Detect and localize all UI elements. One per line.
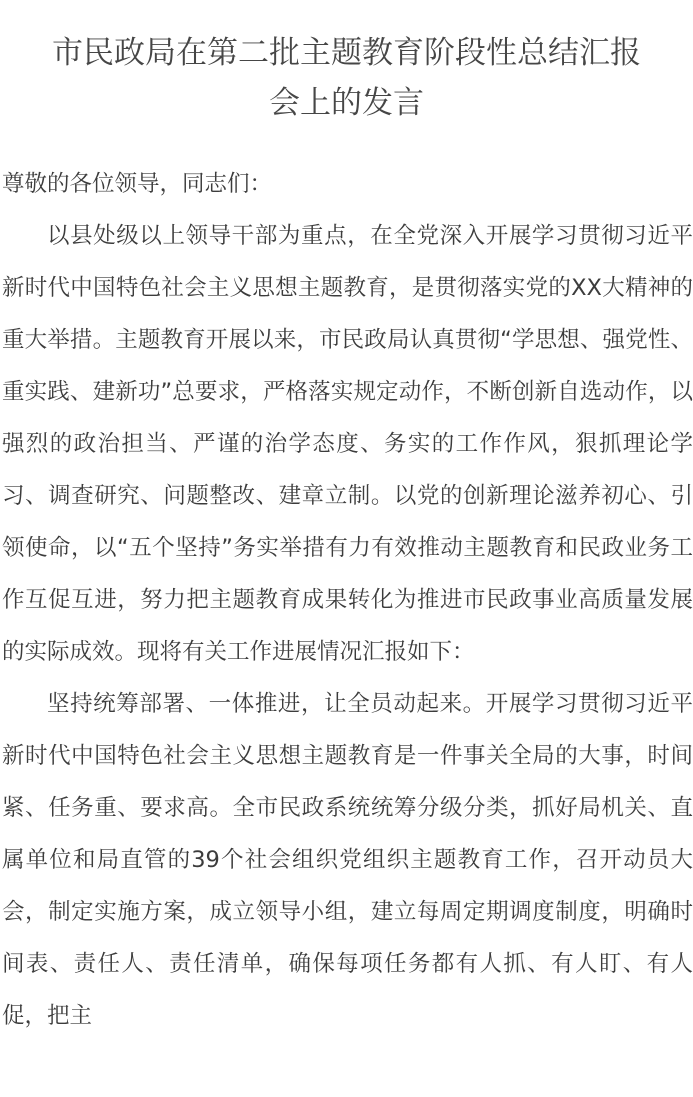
salutation: 尊敬的各位领导，同志们： bbox=[2, 171, 273, 197]
document-body bbox=[2, 158, 693, 1042]
document-title bbox=[0, 28, 693, 128]
paragraph-intro: 以县处级以上领导干部为重点，在全党深入开展学习贯彻习近平新时代中国特色社会主义思想主题教育，是贯彻落实党的XX大精神的重大举措。主题教育开展以来，市民政局认真贯彻“学思想、强党性、重实践、建新功”总要求，严格落实规定动作，不断创新自选动作，以强烈的政治担当、严谨的治学态度、务实的工作作风，狠抓理论学习、调查研究、问题整改、建章立制。以党的创新理论滋养初心、引领使命，以“五个坚持”务实举措有力有效推动主题教育和民政业务工作互促互进，努力把主题教育成果转化为推进市民政事业高质量发展的实际成效。现将有关工作进展情况汇报如下： bbox=[2, 223, 693, 665]
document-title-line-2: 会上的发言 bbox=[269, 85, 424, 121]
paragraph-section-1: 坚持统筹部署、一体推进，让全员动起来。开展学习贯彻习近平新时代中国特色社会主义思想主题教育是一件事关全局的大事，时间紧、任务重、要求高。全市民政系统统筹分级分类，抓好局机关、直属单位和局直管的39个社会组织党组织主题教育工作，召开动员大会，制定实施方案，成立领导小组，建立每周定期调度制度，明确时间表、责任人、责任清单，确保每项任务都有人抓、有人盯、有人促，把主 bbox=[2, 691, 693, 1029]
document-title-line-1: 市民政局在第二批主题教育阶段性总结汇报 bbox=[52, 35, 641, 71]
